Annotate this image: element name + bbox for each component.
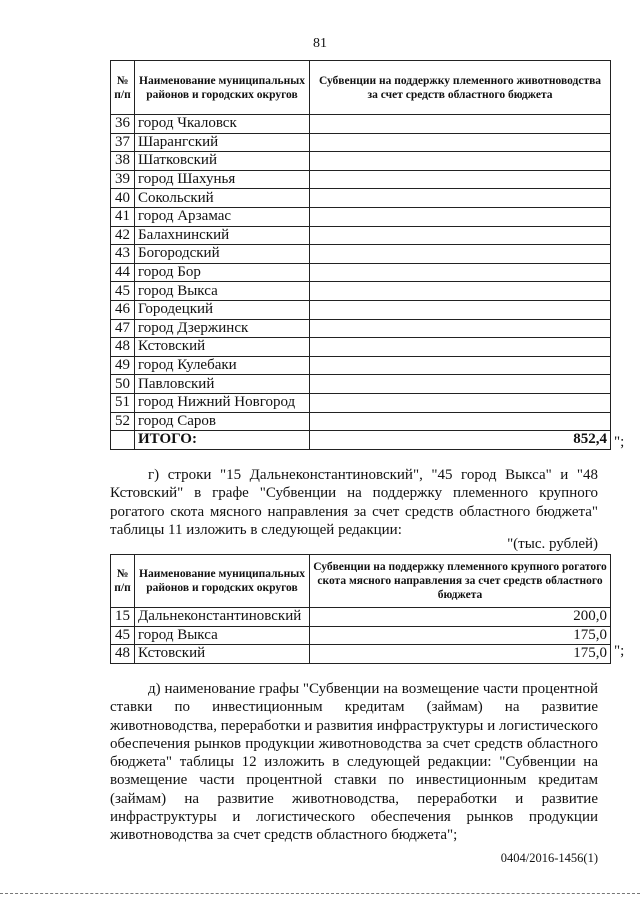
paragraph-g: г) строки "15 Дальнеконстантиновский", "45 город Выкса" и "48 Кстовский" в графе "Субвенции на поддержку племенного крупного рогатого скота мясного направления за счет средств областного бюджета" таблицы 11 изложить в следующей редакции: [110,467,598,538]
row-value [310,375,611,394]
table-subsidies-beef-cattle [110,554,611,664]
row-value [310,356,611,375]
table-row [111,319,611,338]
row-municipality: город Шахунья [135,170,310,189]
table-row [111,133,611,152]
row-municipality: город Саров [135,412,310,431]
table-row [111,263,611,282]
row-number: 41 [111,207,135,226]
row-value [310,263,611,282]
table-row [111,608,611,627]
row-value [310,226,611,245]
row-value [310,170,611,189]
row-municipality: Сокольский [135,189,310,208]
table2-closing-quote: "; [614,643,625,659]
row-municipality: Шатковский [135,152,310,171]
paragraph-d: д) наименование графы "Субвенции на возмещение части процентной ставки по инвестиционным кредитам (займам) на развитие животноводства, переработки и развития инфраструктуры и логистического обеспечения рынков продукции животноводства за счет средств областного бюджета" таблицы 12 изложить в следующей редакции: "Субвенции на возмещение части процентной ставки по инвестиционным кредитам (займам) на развитие животноводства, переработки и развитие инфраструктуры и логистического обеспечения рынков продукции животноводства за счет средств областного бюджета"; [110,681,598,844]
row-number: 37 [111,133,135,152]
row-value [310,245,611,264]
row-municipality: город Арзамас [135,207,310,226]
row-municipality: город Выкса [135,626,310,645]
row-number: 49 [111,356,135,375]
row-value [310,152,611,171]
row-value: 175,0 [310,626,611,645]
header-municipality: Наименование муниципальных районов и городских округов [135,555,310,608]
row-value [310,412,611,431]
row-value: 175,0 [310,645,611,664]
table-row [111,626,611,645]
table-row [111,645,611,664]
header-number: № п/п [111,61,135,115]
row-value [310,300,611,319]
row-value [310,115,611,134]
table-row [111,245,611,264]
row-municipality: Кстовский [135,645,310,664]
row-municipality: Шарангский [135,133,310,152]
table-body [111,608,611,664]
row-municipality: Дальнеконстантиновский [135,608,310,627]
row-municipality: город Бор [135,263,310,282]
row-number: 43 [111,245,135,264]
table-row [111,189,611,208]
row-municipality: Павловский [135,375,310,394]
table-subsidies-breeding [110,60,611,450]
row-number: 52 [111,412,135,431]
row-municipality: город Дзержинск [135,319,310,338]
row-number: 48 [111,645,135,664]
table-row [111,207,611,226]
table-row [111,282,611,301]
table-body [111,115,611,431]
row-municipality: город Кулебаки [135,356,310,375]
total-value: 852,4 [310,431,611,450]
row-number: 39 [111,170,135,189]
table-header-row [111,555,611,608]
page-number: 81 [313,36,327,51]
row-number: 45 [111,282,135,301]
total-empty-cell [111,431,135,450]
row-municipality: Кстовский [135,338,310,357]
row-municipality: Богородский [135,245,310,264]
table-row [111,152,611,171]
row-value [310,207,611,226]
row-number: 48 [111,338,135,357]
total-label: ИТОГО: [135,431,310,450]
unit-label: "(тыс. рублей) [507,536,598,552]
row-value [310,133,611,152]
row-value [310,393,611,412]
document-code: 0404/2016-1456(1) [500,851,598,865]
table-row [111,338,611,357]
row-number: 45 [111,626,135,645]
row-number: 15 [111,608,135,627]
row-value [310,338,611,357]
row-municipality: Городецкий [135,300,310,319]
row-municipality: город Нижний Новгород [135,393,310,412]
table-row [111,300,611,319]
row-municipality: Балахнинский [135,226,310,245]
row-municipality: город Чкаловск [135,115,310,134]
table-row [111,226,611,245]
table-row [111,412,611,431]
row-number: 38 [111,152,135,171]
page-bottom-divider [0,893,640,894]
row-municipality: город Выкса [135,282,310,301]
row-number: 42 [111,226,135,245]
row-value [310,282,611,301]
row-number: 51 [111,393,135,412]
header-municipality: Наименование муниципальных районов и городских округов [135,61,310,115]
table1-closing-quote: "; [614,434,625,450]
table-header-row [111,61,611,115]
row-value [310,189,611,208]
row-number: 47 [111,319,135,338]
table-row [111,375,611,394]
row-number: 44 [111,263,135,282]
table-row [111,115,611,134]
header-subsidy: Субвенции на поддержку племенного животноводства за счет средств областного бюджета [310,61,611,115]
table-row [111,393,611,412]
table-row [111,356,611,375]
row-number: 50 [111,375,135,394]
row-number: 36 [111,115,135,134]
table-row [111,170,611,189]
header-number: № п/п [111,555,135,608]
row-number: 40 [111,189,135,208]
row-value: 200,0 [310,608,611,627]
total-row [111,431,611,450]
row-number: 46 [111,300,135,319]
header-subsidy: Субвенции на поддержку племенного крупного рогатого скота мясного направления за счет средств областного бюджета [310,555,611,608]
row-value [310,319,611,338]
